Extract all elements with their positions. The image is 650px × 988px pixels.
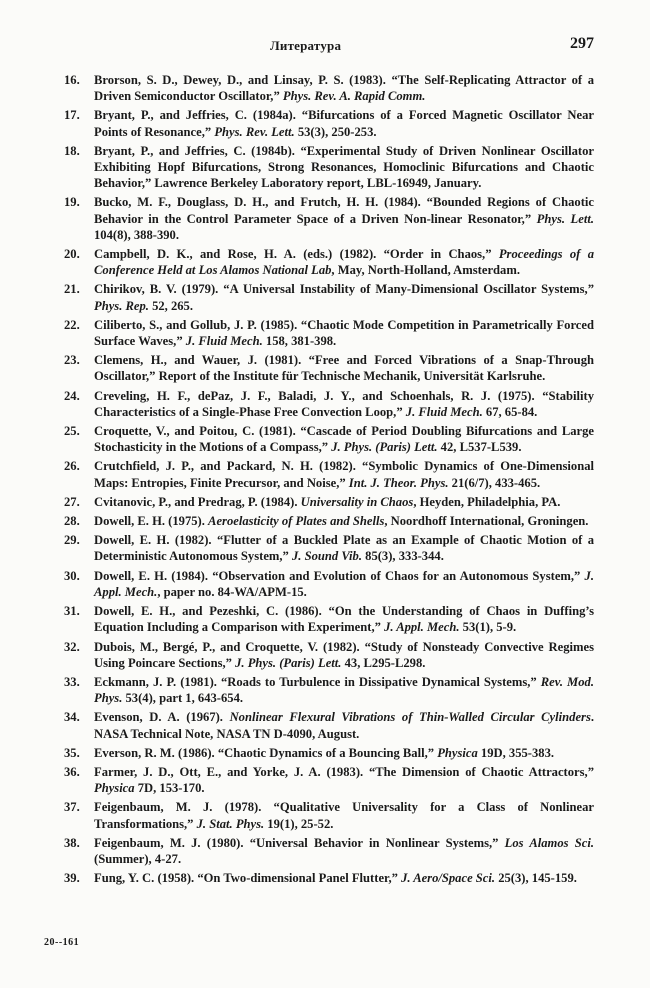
reference-source: J. Fluid Mech. xyxy=(405,404,483,419)
reference-number: 32. xyxy=(64,639,80,654)
reference-item xyxy=(0,423,650,455)
reference-item xyxy=(0,388,650,420)
reference-source: J. Appl. Mech. xyxy=(384,620,460,635)
reference-text: Feigenbaum, M. J. (1980). “Universal Behavior in Nonlinear Systems,” xyxy=(94,835,505,850)
reference-text: Crutchfield, J. P., and Packard, N. H. (1982). “Symbolic Dynamics of One-Dimensional Maps: Entropies, Finite Precursor, and Noise,” xyxy=(94,459,594,490)
reference-item xyxy=(0,745,650,761)
reference-text: Brorson, S. D., Dewey, D., and Linsay, P. S. (1983). “The Self-Replicating Attractor of a Driven Semiconductor Oscillator,” xyxy=(94,73,594,104)
reference-number: 19. xyxy=(64,195,80,210)
reference-text: Cvitanovic, P., and Predrag, P. (1984). xyxy=(94,494,301,509)
reference-item xyxy=(0,709,650,741)
reference-details: 25(3), 145-159. xyxy=(495,871,577,886)
reference-number: 33. xyxy=(64,674,80,689)
reference-item xyxy=(0,143,650,192)
page-number: 297 xyxy=(570,35,594,52)
reference-details: . NASA Technical Note, NASA TN D-4090, August. xyxy=(94,710,594,741)
reference-number: 23. xyxy=(64,353,80,368)
reference-details: 7D, 153-170. xyxy=(134,781,205,796)
reference-item xyxy=(0,72,650,104)
reference-number: 27. xyxy=(64,494,80,509)
reference-text: Creveling, H. F., dePaz, J. F., Baladi, J. Y., and Schoenhals, R. J. (1975). “Stability Characteristics of a Single-Phase Free Convection Loop,” xyxy=(94,388,594,419)
reference-number: 30. xyxy=(64,568,80,583)
reference-source: Los Alamos Sci. xyxy=(504,835,594,850)
reference-details: 19D, 355-383. xyxy=(477,745,555,760)
reference-item xyxy=(0,352,650,384)
reference-text: Fung, Y. C. (1958). “On Two-dimensional Panel Flutter,” xyxy=(94,871,402,886)
reference-number: 26. xyxy=(64,459,80,474)
reference-number: 21. xyxy=(64,282,80,297)
reference-source: J. Aero/Space Sci. xyxy=(401,871,496,886)
reference-item xyxy=(0,870,650,886)
reference-source: Phys. Lett. xyxy=(536,211,594,226)
reference-source: J. Appl. Mech. xyxy=(94,568,594,599)
reference-source: Nonlinear Flexural Vibrations of Thin-Walled Circular Cylinders xyxy=(229,710,591,725)
reference-source: Int. J. Theor. Phys. xyxy=(348,475,449,490)
reference-item xyxy=(0,835,650,867)
reference-number: 22. xyxy=(64,317,80,332)
reference-source: Physica xyxy=(437,745,478,760)
reference-text: Ciliberto, S., and Gollub, J. P. (1985). “Chaotic Mode Competition in Parametrically Forced Surface Waves,” xyxy=(94,317,594,349)
reference-text: Dowell, E. H. (1984). “Observation and Evolution of Chaos for an Autonomous System,” xyxy=(94,568,585,583)
reference-text: Bryant, P., and Jeffries, C. (1984a). “Bifurcations of a Forced Magnetic Oscillator Near Points of Resonance,” xyxy=(94,108,594,139)
reference-number: 20. xyxy=(64,247,80,262)
running-title: Литература xyxy=(270,38,342,53)
reference-text: Croquette, V., and Poitou, C. (1981). “Cascade of Period Doubling Bifurcations and Large Stochasticity in the Motions of a Compass,” xyxy=(94,424,594,455)
reference-details: 53(1), 5-9. xyxy=(459,620,517,635)
reference-details: , Heyden, Philadelphia, PA. xyxy=(413,494,561,509)
reference-number: 34. xyxy=(64,710,80,725)
reference-number: 16. xyxy=(64,73,80,87)
reference-source: J. Phys. (Paris) Lett. xyxy=(331,440,438,455)
reference-text: Eckmann, J. P. (1981). “Roads to Turbulence in Dissipative Dynamical Systems,” xyxy=(94,674,541,689)
reference-details: 43, L295-L298. xyxy=(341,655,426,670)
reference-text: Farmer, J. D., Ott, E., and Yorke, J. A. (1983). “The Dimension of Chaotic Attractors,” xyxy=(94,764,594,779)
reference-source: J. Phys. (Paris) Lett. xyxy=(235,655,342,670)
reference-number: 35. xyxy=(64,745,80,760)
reference-details: 67, 65-84. xyxy=(482,404,538,419)
reference-text: Bucko, M. F., Douglass, D. H., and Frutch, H. H. (1984). “Bounded Regions of Chaotic Behavior in the Control Parameter Space of a Driven Non-linear Resonator,” xyxy=(94,195,594,226)
reference-item xyxy=(0,458,650,490)
reference-details: 85(3), 333-344. xyxy=(362,549,444,564)
reference-item xyxy=(0,513,650,529)
page-header xyxy=(0,36,650,58)
reference-item xyxy=(0,764,650,796)
reference-text: Campbell, D. K., and Rose, H. A. (eds.) (1982). “Order in Chaos,” xyxy=(94,247,499,262)
reference-item xyxy=(0,603,650,635)
reference-number: 28. xyxy=(64,514,80,529)
reference-item xyxy=(0,639,650,671)
reference-text: Dowell, E. H. (1982). “Flutter of a Buckled Plate as an Example of Chaotic Motion of a Deterministic Autonomous System,” xyxy=(94,533,594,564)
reference-item xyxy=(0,799,650,831)
reference-source: Rev. Mod. Phys. xyxy=(94,674,594,706)
reference-number: 31. xyxy=(64,604,80,619)
reference-text: Clemens, H., and Wauer, J. (1981). “Free and Forced Vibrations of a Snap-Through Oscillator,” Report of the Institute für Technische Mechanik, Universität Karlsruhe. xyxy=(94,353,594,384)
reference-details: 158, 381-398. xyxy=(262,334,337,349)
reference-number: 24. xyxy=(64,388,80,403)
reference-details: 53(3), 250-253. xyxy=(294,124,377,139)
reference-text: Dubois, M., Bergé, P., and Croquette, V. (1982). “Study of Nonsteady Convective Regimes Using Poincare Sections,” xyxy=(94,639,594,670)
reference-item xyxy=(0,532,650,564)
reference-number: 36. xyxy=(64,764,80,779)
reference-details: 42, L537-L539. xyxy=(437,440,522,455)
reference-details: , paper no. 84-WA/APM-15. xyxy=(157,584,307,599)
reference-source: J. Sound Vib. xyxy=(292,549,362,564)
reference-number: 37. xyxy=(64,800,80,815)
reference-number: 25. xyxy=(64,424,80,439)
reference-source: J. Fluid Mech. xyxy=(185,334,263,349)
reference-details: (Summer), 4-27. xyxy=(94,851,182,866)
printer-signature: 20--161 xyxy=(44,937,80,948)
reference-item xyxy=(0,317,650,349)
reference-text: Evenson, D. A. (1967). xyxy=(94,710,230,725)
reference-list xyxy=(0,72,650,889)
reference-source: J. Stat. Phys. xyxy=(196,816,265,831)
reference-item xyxy=(0,194,650,243)
reference-details: 52, 265. xyxy=(148,298,193,313)
reference-text: Chirikov, B. V. (1979). “A Universal Instability of Many-Dimensional Oscillator Systems,” xyxy=(94,282,594,297)
reference-source: Phys. Rep. xyxy=(94,298,149,313)
reference-item xyxy=(0,246,650,278)
reference-number: 18. xyxy=(64,143,80,158)
reference-number: 39. xyxy=(64,871,80,886)
reference-source: Phys. Rev. Lett. xyxy=(214,124,295,139)
reference-details: , May, North-Holland, Amsterdam. xyxy=(331,263,520,278)
reference-item xyxy=(0,674,650,706)
reference-text: Dowell, E. H. (1975). xyxy=(94,514,209,529)
reference-details: 19(1), 25-52. xyxy=(264,816,334,831)
reference-item xyxy=(0,568,650,600)
reference-source: Proceedings of a Conference Held at Los Alamos National Lab xyxy=(94,247,594,278)
reference-number: 38. xyxy=(64,835,80,850)
reference-text: Dowell, E. H., and Pezeshki, C. (1986). “On the Understanding of Chaos in Duffing’s Equation Including a Comparison with Experiment,” xyxy=(94,604,594,635)
reference-source: Aeroelasticity of Plates and Shells xyxy=(208,514,385,529)
reference-source: Physica xyxy=(94,781,135,796)
reference-item xyxy=(0,107,650,139)
reference-number: 29. xyxy=(64,533,80,548)
reference-item xyxy=(0,494,650,510)
reference-details: 53(4), part 1, 643-654. xyxy=(122,691,244,706)
reference-details: , Noordhoff International, Groningen. xyxy=(384,514,589,529)
reference-text: Bryant, P., and Jeffries, C. (1984b). “Experimental Study of Driven Nonlinear Oscillator Exhibiting Hopf Bifurcations, Strong Resonances, Homoclinic Bifurcations and Chaotic Behavior,” Lawrence Berkeley Laboratory report, LBL-16949, January. xyxy=(94,143,594,191)
reference-text: Feigenbaum, M. J. (1978). “Qualitative Universality for a Class of Nonlinear Transformations,” xyxy=(94,800,594,831)
reference-text: Everson, R. M. (1986). “Chaotic Dynamics of a Bouncing Ball,” xyxy=(94,745,438,760)
reference-item xyxy=(0,281,650,313)
reference-source: Universality in Chaos xyxy=(300,494,414,509)
reference-source: Phys. Rev. A. Rapid Comm. xyxy=(282,89,426,104)
reference-details: 21(6/7), 433-465. xyxy=(448,475,541,490)
reference-number: 17. xyxy=(64,108,80,123)
reference-details: 104(8), 388-390. xyxy=(94,227,179,242)
